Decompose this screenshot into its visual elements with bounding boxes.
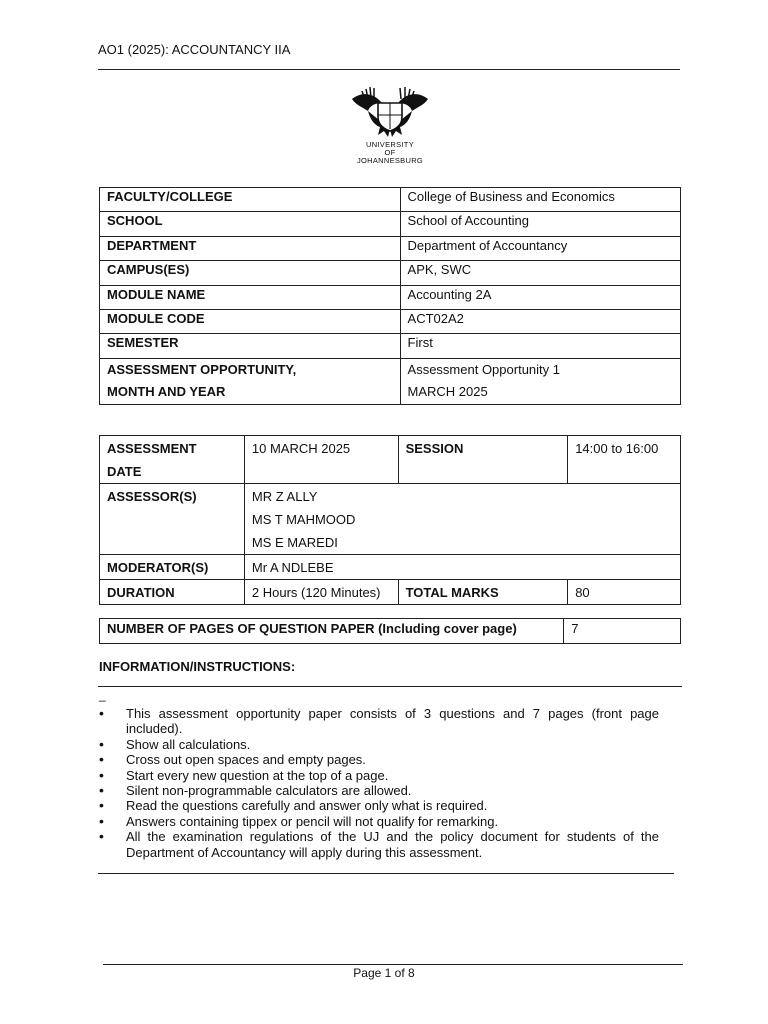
uj-crest-icon — [344, 85, 436, 141]
list-item — [99, 737, 659, 752]
pages-table — [99, 618, 681, 644]
instruction-text: Read the questions carefully and answer only what is required. — [126, 798, 488, 814]
instruction-text: Cross out open spaces and empty pages. — [126, 752, 366, 768]
info-label: SCHOOL — [100, 212, 401, 236]
instruction-text: All the examination regulations of the UJ and the policy document for students of the Department of Accountancy will apply during this assessment. — [126, 829, 659, 860]
info-label-line: MONTH AND YEAR — [107, 383, 226, 399]
assessor-name: MS T MAHMOOD — [251, 512, 356, 527]
assessor-name: MS E MAREDI — [251, 535, 338, 550]
info-value: First — [400, 334, 680, 358]
info-label: MODULE CODE — [100, 309, 401, 333]
date-label-line: DATE — [107, 464, 142, 479]
assessors-value — [244, 484, 680, 555]
underscore-mark: _ — [99, 688, 106, 702]
info-label: SEMESTER — [100, 334, 401, 358]
duration-value: 2 Hours (120 Minutes) — [244, 580, 398, 605]
date-value: 10 MARCH 2025 — [244, 436, 398, 484]
table-row — [100, 555, 681, 580]
pages-label: NUMBER OF PAGES OF QUESTION PAPER (Including cover page) — [100, 619, 564, 644]
table-row — [100, 212, 681, 236]
university-logo — [340, 85, 440, 173]
instructions-list — [99, 706, 659, 860]
info-label: FACULTY/COLLEGE — [100, 188, 401, 212]
info-label — [100, 358, 401, 404]
table-row — [100, 236, 681, 260]
list-item — [99, 798, 659, 813]
list-item — [99, 783, 659, 798]
table-row — [100, 358, 681, 404]
info-label: CAMPUS(ES) — [100, 261, 401, 285]
date-label — [100, 436, 245, 484]
instruction-text: Start every new question at the top of a page. — [126, 767, 389, 783]
table-row — [100, 309, 681, 333]
table-row — [100, 436, 681, 484]
info-value: College of Business and Economics — [400, 188, 680, 212]
instructions-bottom-rule — [98, 873, 674, 874]
session-value: 14:00 to 16:00 — [568, 436, 681, 484]
bullet-icon: • — [99, 782, 104, 799]
total-marks-value: 80 — [568, 580, 681, 605]
bullet-icon: • — [99, 751, 104, 768]
table-row — [100, 484, 681, 555]
assessor-name: MR Z ALLY — [251, 489, 318, 504]
logo-line-3: JOHANNESBURG — [356, 156, 424, 165]
assessment-table — [99, 435, 681, 605]
moderator-label: MODERATOR(S) — [100, 555, 245, 580]
info-value: Department of Accountancy — [400, 236, 680, 260]
instructions-title: INFORMATION/INSTRUCTIONS: — [99, 659, 296, 674]
date-label-line: ASSESSMENT — [107, 441, 197, 456]
footer-rule — [103, 964, 683, 965]
info-value: ACT02A2 — [400, 309, 680, 333]
logo-line-1: UNIVERSITY — [365, 140, 414, 149]
moderator-value: Mr A NDLEBE — [244, 555, 680, 580]
bullet-icon: • — [99, 766, 104, 783]
list-item — [99, 829, 659, 860]
module-info-table — [99, 187, 681, 405]
info-label: DEPARTMENT — [100, 236, 401, 260]
table-row — [100, 334, 681, 358]
info-value-line: MARCH 2025 — [407, 383, 488, 399]
table-row — [100, 285, 681, 309]
list-item — [99, 768, 659, 783]
info-value: APK, SWC — [400, 261, 680, 285]
info-value-line: Assessment Opportunity 1 — [407, 361, 560, 377]
duration-label: DURATION — [100, 580, 245, 605]
info-value: Accounting 2A — [400, 285, 680, 309]
assessors-label: ASSESSOR(S) — [100, 484, 245, 555]
running-header: AO1 (2025): ACCOUNTANCY IIA — [98, 42, 291, 57]
table-row — [100, 261, 681, 285]
table-row — [100, 619, 681, 644]
bullet-icon: • — [99, 705, 104, 721]
bullet-icon: • — [99, 797, 104, 814]
info-label-line: ASSESSMENT OPPORTUNITY, — [107, 361, 297, 377]
header-rule — [98, 69, 680, 70]
instruction-text: This assessment opportunity paper consists of 3 questions and 7 pages (front page included). — [126, 706, 659, 737]
bullet-icon: • — [99, 812, 104, 829]
instructions-top-rule — [98, 686, 682, 687]
table-row — [100, 188, 681, 212]
bullet-icon: • — [99, 735, 104, 752]
instruction-text: Show all calculations. — [126, 736, 251, 752]
info-value: School of Accounting — [400, 212, 680, 236]
pages-value: 7 — [564, 619, 681, 644]
info-value — [400, 358, 680, 404]
bullet-icon: • — [99, 828, 104, 845]
logo-line-2: OF — [384, 148, 396, 157]
page-number: Page 1 of 8 — [353, 966, 415, 980]
instruction-text: Silent non-programmable calculators are allowed. — [126, 783, 412, 799]
table-row — [100, 580, 681, 605]
list-item — [99, 814, 659, 829]
instruction-text: Answers containing tippex or pencil will not qualify for remarking. — [126, 813, 499, 829]
list-item — [99, 706, 659, 737]
info-label: MODULE NAME — [100, 285, 401, 309]
total-marks-label: TOTAL MARKS — [398, 580, 568, 605]
session-label: SESSION — [398, 436, 568, 484]
list-item — [99, 752, 659, 767]
